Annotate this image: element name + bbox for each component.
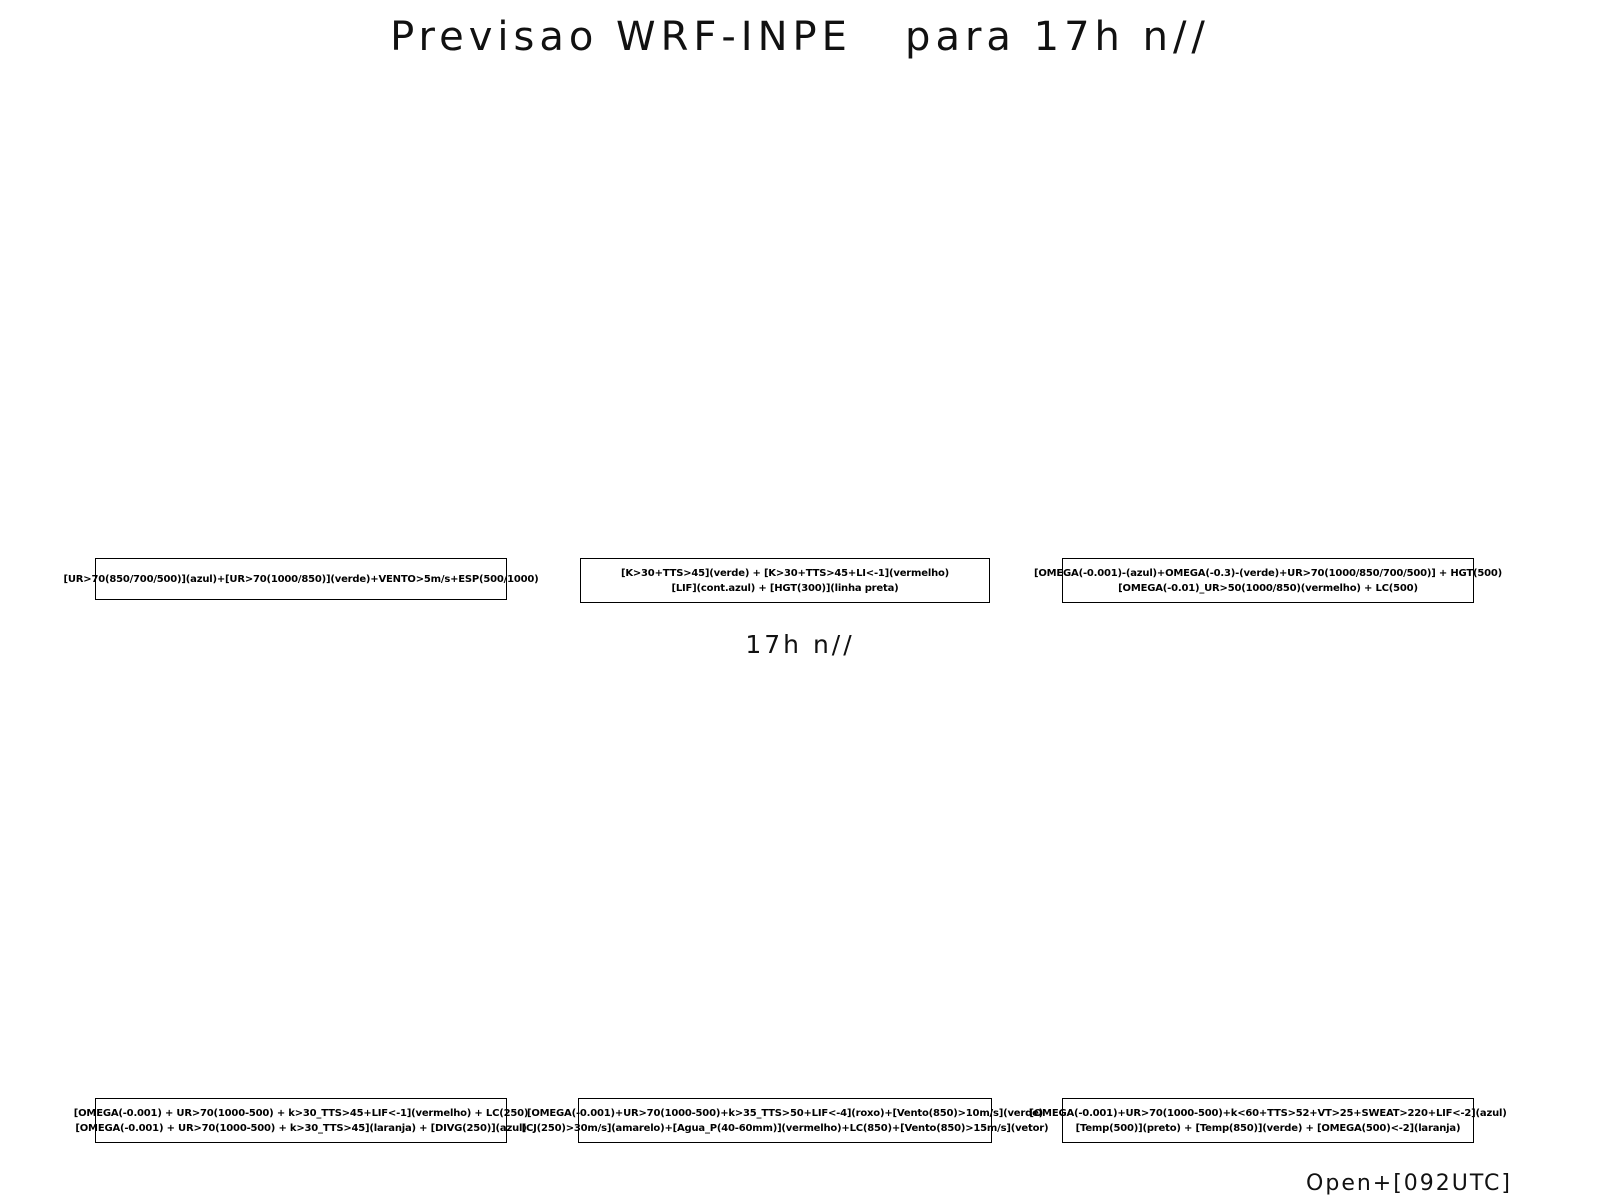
legend-line: [LIF](cont.azul) + [HGT(300)](linha preta) [671, 582, 899, 594]
legend-line: [Temp(500)](preto) + [Temp(850)](verde) + [OMEGA(500)<-2](laranja) [1075, 1122, 1461, 1134]
legend-box-bottom-center [521, 1098, 1049, 1143]
legend-line: [K>30+TTS>45](verde) + [K>30+TTS>45+LI<-1](vermelho) [620, 567, 950, 579]
footer-label: Open+[092UTC] [1306, 1171, 1512, 1196]
legend-line: [OMEGA(-0.001) + UR>70(1000-500) + k>30_TTS>45](laranja) + [DIVG(250)](azul) [75, 1122, 527, 1134]
legend-line: [OMEGA(-0.01)_UR>50(1000/850)(vermelho) + LC(500) [1118, 582, 1418, 594]
legend-line: [OMEGA(-0.001)+UR>70(1000-500)+k>35_TTS>50+LIF<-4](roxo)+[Vento(850)>10m/s](verde) [526, 1107, 1044, 1119]
legend-line: [UR>70(850/700/500)](azul)+[UR>70(1000/850)](verde)+VENTO>5m/s+ESP(500/1000) [63, 573, 539, 585]
legend-line: [OMEGA(-0.001)+UR>70(1000-500)+k<60+TTS>52+VT>25+SWEAT>220+LIF<-2](azul) [1029, 1107, 1507, 1119]
legend-box-bottom-left [73, 1098, 529, 1143]
legend-line: [OMEGA(-0.001) + UR>70(1000-500) + k>30_TTS>45+LIF<-1](vermelho) + LC(250) [73, 1107, 529, 1119]
legend-box-top-center [580, 558, 990, 603]
legend-line: [CJ(250)>30m/s](amarelo)+[Agua_P(40-60mm)](vermelho)+LC(850)+[Vento(850)>15m/s](vetor) [521, 1122, 1049, 1134]
legend-line: [OMEGA(-0.001)-(azul)+OMEGA(-0.3)-(verde)+UR>70(1000/850/700/500)] + HGT(500) [1034, 567, 1503, 579]
page-title: Previsao WRF-INPE para 17h n// [390, 14, 1210, 60]
mid-subtitle: 17h n// [745, 630, 855, 659]
legend-box-bottom-right [1029, 1098, 1507, 1143]
legend-box-top-left [63, 558, 539, 600]
legend-box-top-right [1034, 558, 1503, 603]
